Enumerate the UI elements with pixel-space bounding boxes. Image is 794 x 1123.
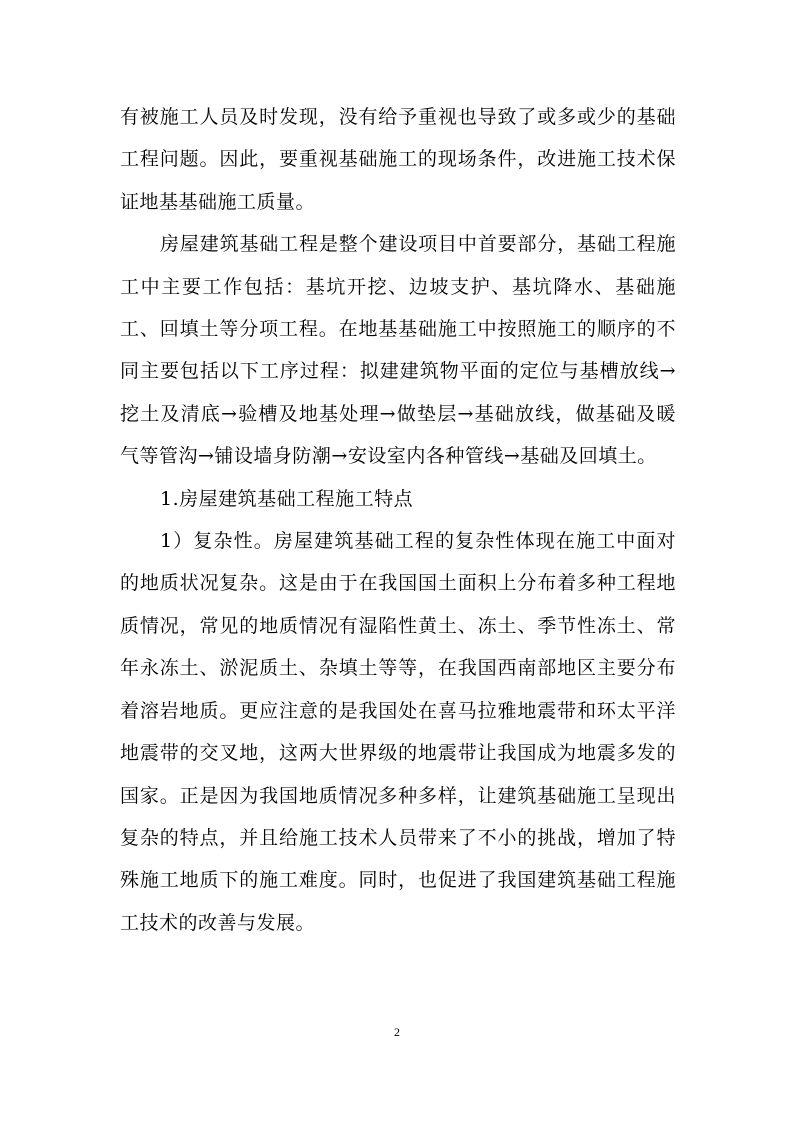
body-text: [120, 96, 676, 944]
paragraph-continuation: 有被施工人员及时发现，没有给予重视也导致了或多或少的基础工程问题。因此，要重视基础施工的现场条件，改进施工技术保证地基基础施工质量。: [120, 106, 676, 213]
section-heading: 1.房屋建筑基础工程施工特点: [160, 487, 414, 510]
paragraph-complexity: 1）复杂性。房屋建筑基础工程的复杂性体现在施工中面对的地质状况复杂。这是由于在我国国土面积上分布着多种工程地质情况，常见的地质情况有湿陷性黄土、冻土、季节性冻土、常年永冻土、淤泥质土、杂填土等等，在我国西南部地区主要分布着溶岩地质。更应注意的是我国处在喜马拉雅地震带和环太平洋地震带的交叉地，这两大世界级的地震带让我国成为地震多发的国家。正是因为我国地质情况多种多样，让建筑基础施工呈现出复杂的特点，并且给施工技术人员带来了不小的挑战，增加了特殊施工地质下的施工难度。同时，也促进了我国建筑基础工程施工技术的改善与发展。: [120, 530, 676, 934]
paragraph-construction-process: 房屋建筑基础工程是整个建设项目中首要部分，基础工程施工中主要工作包括：基坑开挖、边坡支护、基坑降水、基础施工、回填土等分项工程。在地基基础施工中按照施工的顺序的不同主要包括以下工序过程：拟建建筑物平面的定位与基槽放线→挖土及清底→验槽及地基处理→做垫层→基础放线，做基础及暖气等管沟→铺设墙身防潮→安设室内各种管线→基础及回填土。: [120, 233, 676, 468]
page-number: 2: [394, 1025, 400, 1039]
